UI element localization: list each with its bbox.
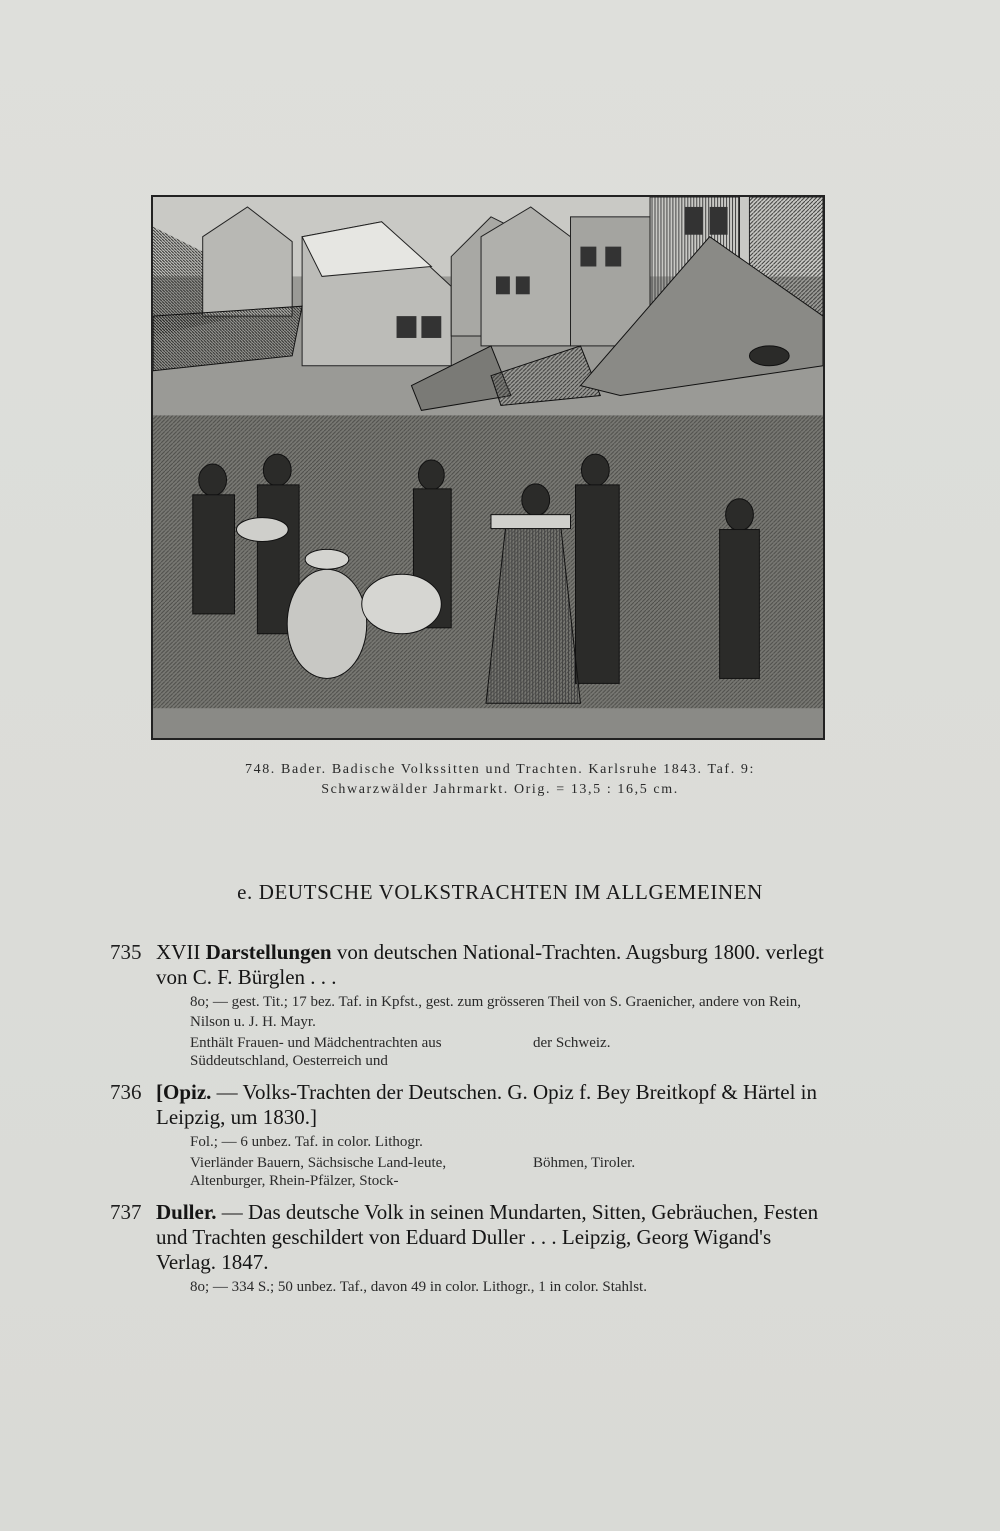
entry-title-rest: von deutschen National-Trachten. Augsburg 1800. verlegt von C. F. Bürglen . . . (156, 940, 824, 989)
entry-title-rest: — Das deutsche Volk in seinen Mundarten, Sitten, Gebräuchen, Festen und Trachten geschildert von Eduard Duller . . . Leipzig, Georg Wigand's Verlag. 1847. (156, 1200, 819, 1274)
entry-description: Fol.; — 6 unbez. Taf. in color. Lithogr. (190, 1134, 423, 1150)
entry-number: 735 (110, 940, 142, 964)
entry-description: 8o; — 334 S.; 50 unbez. Taf., davon 49 in color. Lithogr., 1 in color. Stahlst. (190, 1279, 647, 1295)
illustration-caption (150, 760, 850, 800)
entry-number: 736 (110, 1080, 142, 1104)
entry-note-col2: Böhmen, Tiroler. (533, 1155, 636, 1171)
catalog-entry-735 (110, 940, 830, 1070)
catalog-entry-737 (110, 1200, 830, 1297)
entry-volume: XVII (156, 940, 201, 964)
caption-line-2: Schwarzwälder Jahrmarkt. Orig. = 13,5 : 16,5 cm. (321, 782, 679, 797)
entry-notes (190, 1154, 830, 1190)
entry-title-bold: Darstellungen (205, 940, 332, 964)
entry-title-bold: Duller. (156, 1200, 217, 1224)
engraving-drawing (153, 197, 823, 738)
section-title: e. DEUTSCHE VOLKSTRACHTEN IM ALLGEMEINEN (237, 880, 763, 904)
entry-heading (156, 1080, 830, 1130)
entry-heading (156, 940, 830, 990)
entry-notes (190, 1034, 830, 1070)
caption-line-1: 748. Bader. Badische Volkssitten und Trachten. Karlsruhe 1843. Taf. 9: (245, 762, 755, 777)
market-engraving-illustration (151, 195, 825, 740)
entry-title-rest: — Volks-Trachten der Deutschen. G. Opiz f. Bey Breitkopf & Härtel in Leipzig, um 1830.] (156, 1080, 818, 1129)
entry-heading (156, 1200, 830, 1275)
entry-title-bold: [Opiz. (156, 1080, 212, 1104)
entry-note-col1: Vierländer Bauern, Sächsische Land-leute, Altenburger, Rhein-Pfälzer, Stock- (190, 1155, 447, 1189)
entry-number: 737 (110, 1200, 142, 1224)
catalog-entry-736 (110, 1080, 830, 1190)
entry-description: 8o; — gest. Tit.; 17 bez. Taf. in Kpfst., gest. zum grösseren Theil von S. Graenicher, andere von Rein, Nilson u. J. H. Mayr. (190, 994, 802, 1030)
entry-note-col2: der Schweiz. (533, 1035, 611, 1051)
entry-note-col1: Enthält Frauen- und Mädchentrachten aus Süddeutschland, Oesterreich und (190, 1035, 442, 1069)
